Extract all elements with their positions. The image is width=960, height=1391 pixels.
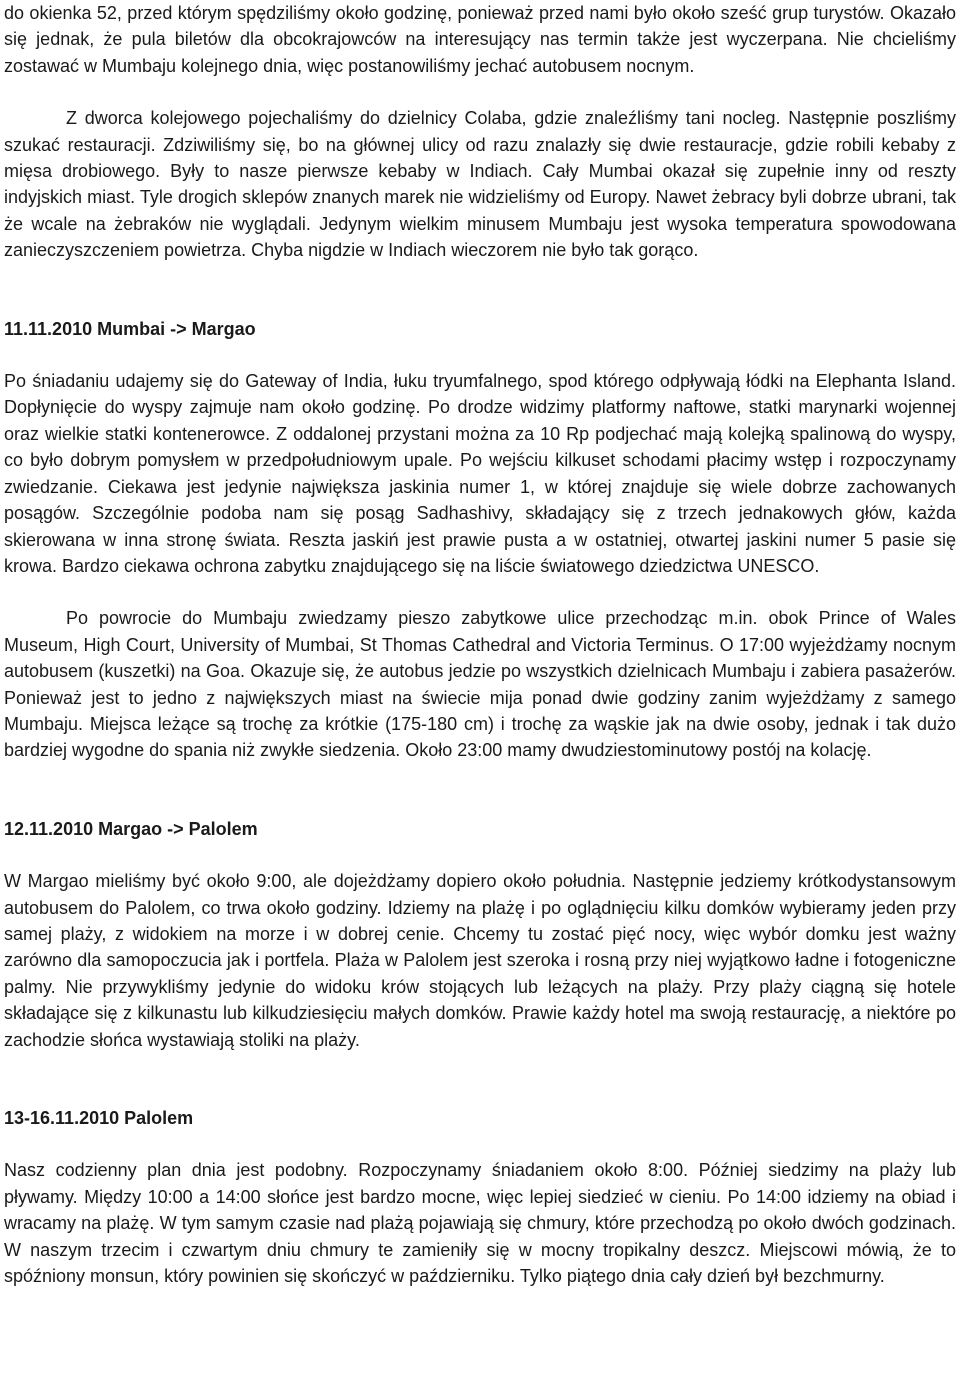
section-heading: 13-16.11.2010 Palolem — [4, 1108, 194, 1128]
section-heading: 11.11.2010 Mumbai -> Margao — [4, 318, 256, 339]
paragraph: do okienka 52, przed którym spędziliśmy około godzinę, ponieważ przed nami było około sześć grup turystów. Okazało się jednak, że pula biletów dla obcokrajowców na interesujący nas termin także jest wyczerpana. Nie chcieliśmy zostawać w Mumbaju kolejnego dnia, więc postanowiliśmy jechać autobusem nocnym. — [4, 3, 956, 76]
section-heading-wrap — [4, 316, 956, 342]
paragraph: Po powrocie do Mumbaju zwiedzamy pieszo zabytkowe ulice przechodząc m.in. obok Prince of Wales Museum, High Court, University of Mumbai, St Thomas Cathedral and Victoria Terminus. O 17:00 wyjeżdżamy nocnym autobusem (kuszetki) na Goa. Okazuje się, że autobus jedzie po wszystkich dzielnicach Mumbaju i zabiera pasażerów. Ponieważ jest to jedno z największych miast na świecie mija ponad dwie godziny zanim wyjeżdżamy z samego Mumbaju. Miejsca leżące są trochę za krótkie (175-180 cm) i trochę za wąskie jak na dwie osoby, jednak i tak dużo bardziej wygodne do spania niż zwykłe siedzenia. Około 23:00 mamy dwudziestominutowy postój na kolację. — [4, 608, 956, 761]
document-page — [4, 0, 956, 1289]
section-heading-wrap — [4, 1105, 956, 1131]
paragraph: Nasz codzienny plan dnia jest podobny. Rozpoczynamy śniadaniem około 8:00. Później siedzimy na plaży lub pływamy. Między 10:00 a 14:00 słońce jest bardzo mocne, więc lepiej siedzieć w cieniu. Po 14:00 idziemy na obiad i wracamy na plażę. W tym samym czasie nad plażą pojawiają się chmury, które przechodzą po około dwóch godzinach. W naszym trzecim i czwartym dniu chmury te zamieniły się w mocny tropikalny deszcz. Miejscowi mówią, że to spóźniony monsun, który powinien się skończyć w październiku. Tylko piątego dnia cały dzień był bezchmurny. — [4, 1160, 956, 1287]
paragraph: Z dworca kolejowego pojechaliśmy do dzielnicy Colaba, gdzie znaleźliśmy tani nocleg. Następnie poszliśmy szukać restauracji. Zdziwiliśmy się, bo na głównej ulicy od razu znalazły się dwie restauracje, gdzie robili kebaby z mięsa drobiowego. Były to nasze pierwsze kebaby w Indiach. Cały Mumbai okazał się zupełnie inny od reszty indyjskich miast. Tyle drogich sklepów znanych marek nie widzieliśmy od Europy. Nawet żebracy byli dobrze ubrani, tak że wcale na żebraków nie wyglądali. Jedynym wielkim minusem Mumbaju jest wysoka temperatura spowodowana zanieczyszczeniem powietrza. Chyba nigdzie w Indiach wieczorem nie było tak gorąco. — [4, 108, 956, 261]
section-heading: 12.11.2010 Margao -> Palolem — [4, 818, 258, 839]
paragraph: Po śniadaniu udajemy się do Gateway of India, łuku tryumfalnego, spod którego odpływają łódki na Elephanta Island. Dopłynięcie do wyspy zajmuje nam około godzinę. Po drodze widzimy platformy naftowe, statki marynarki wojennej oraz wielkie statki kontenerowce. Z oddalonej przystani można za 10 Rp podjechać mają kolejką spalinową do wyspy, co było dobrym pomysłem w przedpołudniowym upale. Po wejściu kilkuset schodami płacimy wstęp i rozpoczynamy zwiedzanie. Ciekawa jest jedynie największa jaskinia numer 1, w której znajduje się wiele dobrze zachowanych posągów. Szczególnie podoba nam się posąg Sadhashivy, składający się z trzech jednakowych głów, każda skierowana w inna stronę świata. Reszta jaskiń jest prawie pusta a w ostatniej, otwartej jaskini numer 5 pasie się krowa. Bardzo ciekawa ochrona zabytku znajdującego się na liście światowego dziedzictwa UNESCO. — [4, 371, 956, 576]
section-margao-palolem — [4, 816, 956, 1053]
section-heading-wrap — [4, 816, 956, 842]
section-palolem — [4, 1105, 956, 1289]
section-intro — [4, 0, 956, 264]
section-mumbai-margao — [4, 316, 956, 764]
paragraph: W Margao mieliśmy być około 9:00, ale dojeżdżamy dopiero około południa. Następnie jedziemy krótkodystansowym autobusem do Palolem, co trwa około godziny. Idziemy na plażę i po oglądnięciu kilku domków wybieramy jeden przy samej plaży, z widokiem na morze i w dobrej cenie. Chcemy tu zostać pięć nocy, więc wybór domku jest ważny zarówno dla samopoczucia jak i portfela. Plaża w Palolem jest szeroka i rosną przy niej wyjątkowo ładne i fotogeniczne palmy. Nie przywykliśmy jedynie do widoku krów stojących lub leżących na plaży. Przy plaży ciągną się hotele składające się z kilkunastu lub kilkudziesięciu małych domków. Prawie każdy hotel ma swoją restaurację, a niektóre po zachodzie słońca wystawiają stoliki na plaży. — [4, 871, 956, 1050]
